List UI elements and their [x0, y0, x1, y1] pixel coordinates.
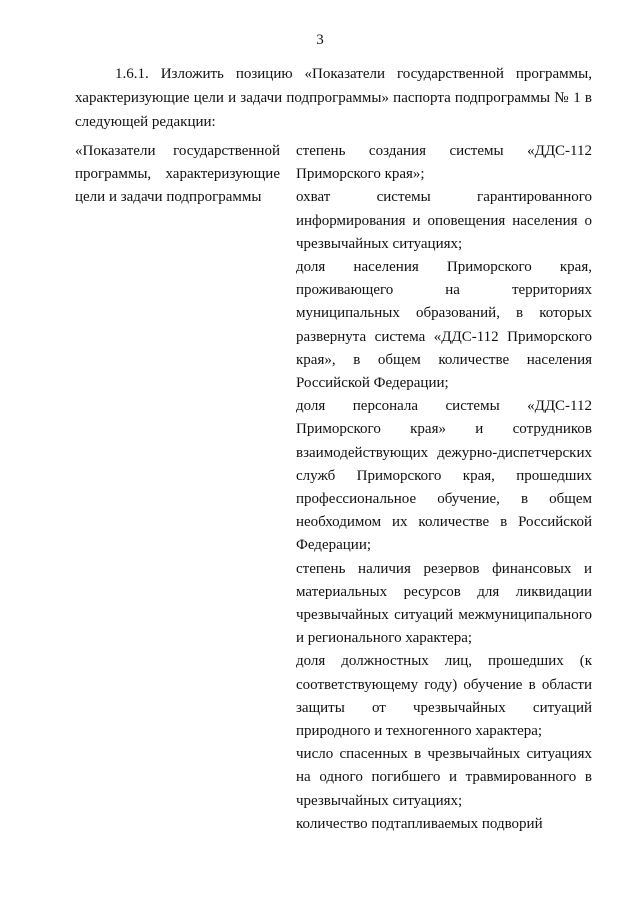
table-left-cell: «Показатели государственной программы, характеризующие цели и задачи подпрограммы	[75, 143, 280, 206]
indicators-table	[75, 140, 592, 836]
intro-paragraph: 1.6.1. Изложить позицию «Показатели государственной программы, характеризующие цели и задачи подпрограммы» паспорта подпрограммы № 1 в следующей редакции:	[75, 66, 592, 130]
indicator-item: степень наличия резервов финансовых и материальных ресурсов для ликвидации чрезвычайных ситуаций межмуниципального и регионального характера;	[296, 560, 592, 647]
indicator-item: доля должностных лиц, прошедших (к соответствующему году) обучение в области защиты от чрезвычайных ситуаций природного и техногенного характера;	[296, 653, 592, 740]
indicator-item: охват системы гарантированного информирования и оповещения населения о чрезвычайных ситуациях;	[296, 189, 592, 252]
page-number: 3	[316, 32, 324, 48]
indicator-item: доля населения Приморского края, проживающего на территориях муниципальных образований, в которых развернута система «ДДС-112 Приморского края», в общем количестве населения Российской Федерации;	[296, 259, 592, 392]
table-right-cell	[296, 140, 592, 836]
indicator-item: количество подтапливаемых подворий	[296, 815, 543, 832]
indicator-item: число спасенных в чрезвычайных ситуациях на одного погибшего и травмированного в чрезвычайных ситуациях;	[296, 746, 592, 809]
indicator-item: доля персонала системы «ДДС-112 Приморского края» и сотрудников взаимодействующих дежурно-диспетчерских служб Приморского края, прошедших профессиональное обучение, в общем необходимом их количестве в Российской Федерации;	[296, 398, 592, 554]
indicator-item: степень создания системы «ДДС-112 Приморского края»;	[296, 143, 592, 183]
